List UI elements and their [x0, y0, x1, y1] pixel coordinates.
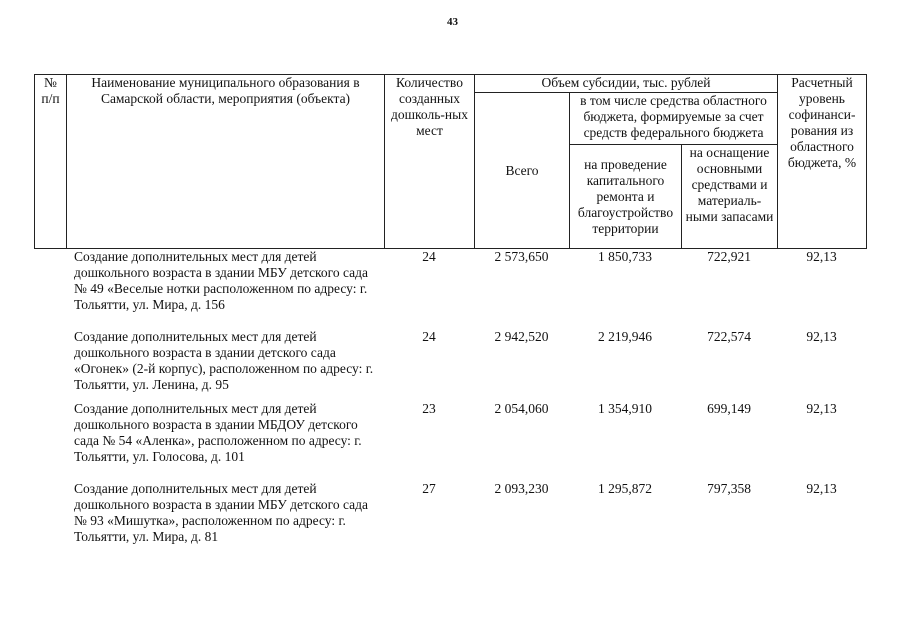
table-header [34, 74, 867, 249]
header-repair: на проведение капитального ремонта и благоустройство территории [570, 145, 682, 249]
row-places: 24 [422, 329, 436, 344]
row-places: 24 [422, 249, 436, 264]
header-name: Наименование муниципального образования в Самарской области, мероприятия (объекта) [67, 75, 385, 249]
row-equipment: 797,358 [707, 481, 751, 496]
row-no [34, 249, 66, 329]
row-name: Создание дополнительных мест для детей дошкольного возраста в здании МБУ детского сада № 49 «Веселые нотки расположенном по адресу: г. Тольятти, ул. Мира, д. 156 [74, 249, 369, 312]
row-equipment: 699,149 [707, 401, 751, 416]
row-equipment: 722,574 [707, 329, 751, 344]
row-no [34, 401, 66, 481]
row-total: 2 573,650 [494, 249, 549, 264]
row-level: 92,13 [806, 329, 837, 344]
row-repair: 2 219,946 [598, 329, 652, 344]
row-total: 2 054,060 [494, 401, 549, 416]
row-name: Создание дополнительных мест для детей дошкольного возраста в здании МБДОУ детского сада № 54 «Аленка», расположенном по адресу: г. Тольятти, ул. Голосова, д. 101 [74, 401, 362, 464]
table-row [34, 401, 866, 481]
row-no [34, 481, 66, 561]
row-level: 92,13 [806, 249, 837, 264]
row-no [34, 329, 66, 401]
row-repair: 1 354,910 [598, 401, 652, 416]
row-repair: 1 850,733 [598, 249, 652, 264]
row-name: Создание дополнительных мест для детей дошкольного возраста в здании детского сада «Огонек» (2-й корпус), расположенном по адресу: г. Тольятти, ул. Ленина, д. 95 [74, 329, 374, 392]
page-number: 43 [447, 16, 458, 28]
row-level: 92,13 [806, 481, 837, 496]
table-row [34, 249, 866, 329]
table-row [34, 481, 866, 561]
table-row [34, 329, 866, 401]
row-equipment: 722,921 [707, 249, 751, 264]
row-repair: 1 295,872 [598, 481, 652, 496]
row-name: Создание дополнительных мест для детей дошкольного возраста в здании МБУ детского сада № 93 «Мишутка», расположенном по адресу: г. Тольятти, ул. Мира, д. 81 [74, 481, 369, 544]
row-total: 2 942,520 [494, 329, 549, 344]
row-places: 23 [422, 401, 436, 416]
subsidy-table [34, 74, 866, 561]
header-no: № п/п [35, 75, 67, 249]
header-equipment: на оснащение основными средствами и материаль-ными запасами [682, 145, 778, 249]
row-total: 2 093,230 [494, 481, 549, 496]
header-places: Количество созданных дошколь-ных мест [385, 75, 475, 249]
header-subsidy: Объем субсидии, тыс. рублей [475, 75, 778, 93]
row-places: 27 [422, 481, 436, 496]
table-body [34, 249, 866, 561]
header-total: Всего [475, 93, 570, 249]
header-level: Расчетный уровень софинанси-рования из областного бюджета, % [778, 75, 867, 249]
row-level: 92,13 [806, 401, 837, 416]
header-federal: в том числе средства областного бюджета, формируемые за счет средств федерального бюджета [570, 93, 778, 145]
